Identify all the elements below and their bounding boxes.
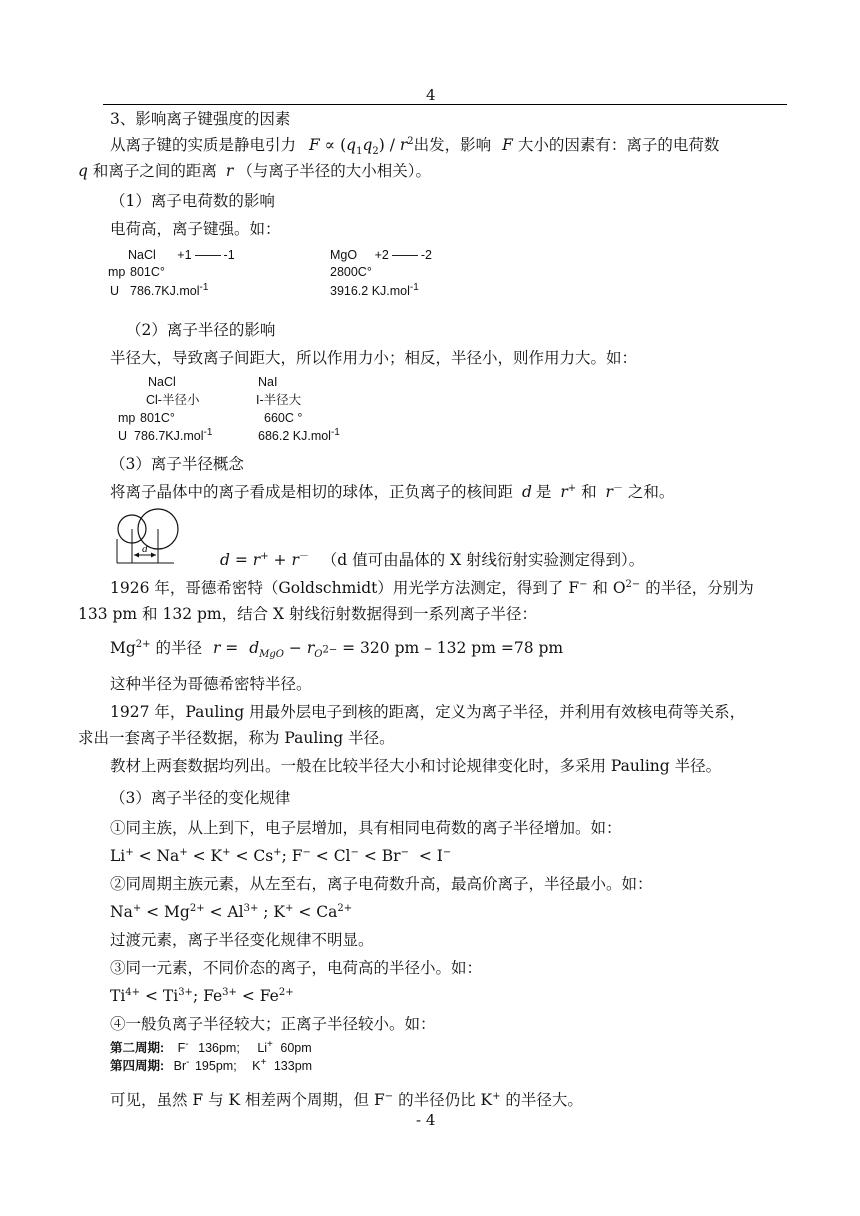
subheading-radius-concept: （3）离子半径概念 <box>110 455 244 473</box>
series-group: Li+ < Na+ < K+ < Cs+; F− < Cl− < Br− < I− <box>110 846 452 865</box>
subheading-charge: （1）离子电荷数的影响 <box>110 192 275 210</box>
series-period: $Na^+ < Mg^{2+} < Al^{3+}$ ; $K^+ < Ca^{2+}$ <box>110 902 353 921</box>
textbook-text: 教材上两套数据均列出。一般在比较半径大小和讨论规律变化时，多采用 Pauling 半径。 <box>110 757 722 775</box>
transition-text: 过渡元素，离子半径变化规律不明显。 <box>110 931 374 949</box>
mgo-label: MgO <box>330 248 358 262</box>
goldschmidt-line-2: 133 pm 和 132 pm，结合 X 射线衍射数据得到一系列离子半径： <box>78 605 538 623</box>
goldschmidt-line-1: 1926 年，哥德希密特（Goldschmidt）用光学方法测定，得到了 F− 和 $O^{2-}$ 的半径，分别为 <box>110 578 754 597</box>
document-page: 4 3、影响离子键强度的因素 从离子键的实质是静电引力 $F \propto (q_1q_2) / r^2$出发，影响 F 大小的因素有：离子的电荷数 q 和离子之间的距离 r （与离子半径的大小相关）。 （1）离子电荷数的影响 电荷高，离子键强。如： NaCl +1 -1 MgO +2 -2 mp 801C° 2800C° U 786.7KJ.mol$^{-1}$ 3916.2 KJ.mol$^{-1}$ （2）离子半径的影响 半径大，导致离子间距大，所以作用力小；相反，半径小，则作用力大。如： NaCl NaI Cl-半径小 I-半径大 mp 801C° 660C ° U 786.7KJ.mol$^{-1}$ 686.2 KJ.mol$^{-1}$ （3）离子半径概念 将离子晶体中的离子看成是相切的球体，正负离子的核间距 d 是 r+ 和 r－ 之和。 d d = r+ + r－ （d 值可由晶体的 X 射线衍射实验测定得到）。 1926 年，哥德希密特（Goldschmidt）用光学方法测定，得到了 F− 和 $O^{2-}$ 的半径，分别为 133 pm 和 132 pm，结合 X 射线衍射数据得到一系列离子半径： $Mg^{2+}$ 的半径 $r = d_{MgO} - r_{O^{2-}} = 320$ pm – 132 pm =78 pm 这种半径为哥德希密特半径。 1927 年，Pauling 用最外层电子到核的距离，定义为离子半径，并利用有效核电荷等关系， 求出一套离子半径数据，称为 Pauling 半径。 教材上两套数据均列出。一般在比较半径大小和讨论规律变化时，多采用 Pauling 半径。 （3）离子半径的变化规律 ①同主族，从上到下，电子层增加，具有相同电荷数的离子半径增加。如： Li+ < Na+ < K+ < Cs+; F− < Cl− < Br− < I− ②同周期主族元素，从左至右，离子电荷数升高，最高价离子，半径最小。如： $Na^+ < Mg^{2+} < Al^{3+}$ ; $K^+ < Ca^{2+}$ 过渡元素，离子半径变化规律不明显。 ③同一元素，不同价态的离子，电荷高的半径小。如： $Ti^{4+} < Ti^{3+}$; $Fe^{3+} < Fe^{2+}$ ④一般负离子半径较大；正离子半径较小。如： 第二周期: F- 136pm; Li+ 60pm 第四周期: Br- 195pm; K+ 133pm 可见，虽然 F 与 K 相差两个周期，但 F− 的半径仍比 K+ 的半径大。 - 4 <box>0 0 860 1216</box>
section-heading: 3、影响离子键强度的因素 <box>110 110 291 128</box>
pauling-line-1: 1927 年，Pauling 用最外层电子到核的距离，定义为离子半径，并利用有效核电荷等关系， <box>110 703 746 721</box>
goldschmidt-radius-text: 这种半径为哥德希密特半径。 <box>110 675 312 693</box>
rule-2: ②同周期主族元素，从左至右，离子电荷数升高，最高价离子，半径最小。如： <box>110 875 653 893</box>
subheading-radius: （2）离子半径的影响 <box>126 321 276 339</box>
footer-page-number: - 4 <box>416 1111 436 1129</box>
tangent-spheres-diagram <box>112 505 192 567</box>
radius-sum-formula: d = r+ + r－ （d 值可由晶体的 X 射线衍射实验测定得到）。 <box>220 550 645 569</box>
subheading-radius-trends: （3）离子半径的变化规律 <box>110 789 291 807</box>
nacl-label: NaCl <box>128 248 156 262</box>
radius-text: 半径大，导致离子间距大，所以作用力小；相反，半径小，则作用力大。如： <box>110 349 638 367</box>
rule-1: ①同主族，从上到下，电子层增加，具有相同电荷数的离子半径增加。如： <box>110 819 622 837</box>
mg-radius-calc: $Mg^{2+}$ 的半径 $r = d_{MgO} - r_{O^{2-}} = 320$ pm – 132 pm =78 pm <box>110 638 564 661</box>
charge-text: 电荷高，离子键强。如： <box>110 220 281 238</box>
conclusion-text: 可见，虽然 F 与 K 相差两个周期，但 F− 的半径仍比 K+ 的半径大。 <box>110 1090 583 1109</box>
intro-line-1: 从离子键的实质是静电引力 $F \propto (q_1q_2) / r^2$出发，影响 F 大小的因素有：离子的电荷数 <box>110 135 720 158</box>
header-page-number: 4 <box>426 86 436 104</box>
series-valence: $Ti^{4+} < Ti^{3+}$; $Fe^{3+} < Fe^{2+}$ <box>110 986 294 1005</box>
rule-3: ③同一元素，不同价态的离子，电荷高的半径小。如： <box>110 959 483 977</box>
intro-line-2: q 和离子之间的距离 r （与离子半径的大小相关）。 <box>78 162 432 180</box>
header-rule <box>103 104 787 105</box>
pauling-line-2: 求出一套离子半径数据，称为 Pauling 半径。 <box>78 729 395 747</box>
rule-4: ④一般负离子半径较大；正离子半径较小。如： <box>110 1015 436 1033</box>
radius-concept-text: 将离子晶体中的离子看成是相切的球体，正负离子的核间距 d 是 r+ 和 r－ 之和。 <box>110 482 675 501</box>
diagram-d-label: d <box>142 543 148 555</box>
